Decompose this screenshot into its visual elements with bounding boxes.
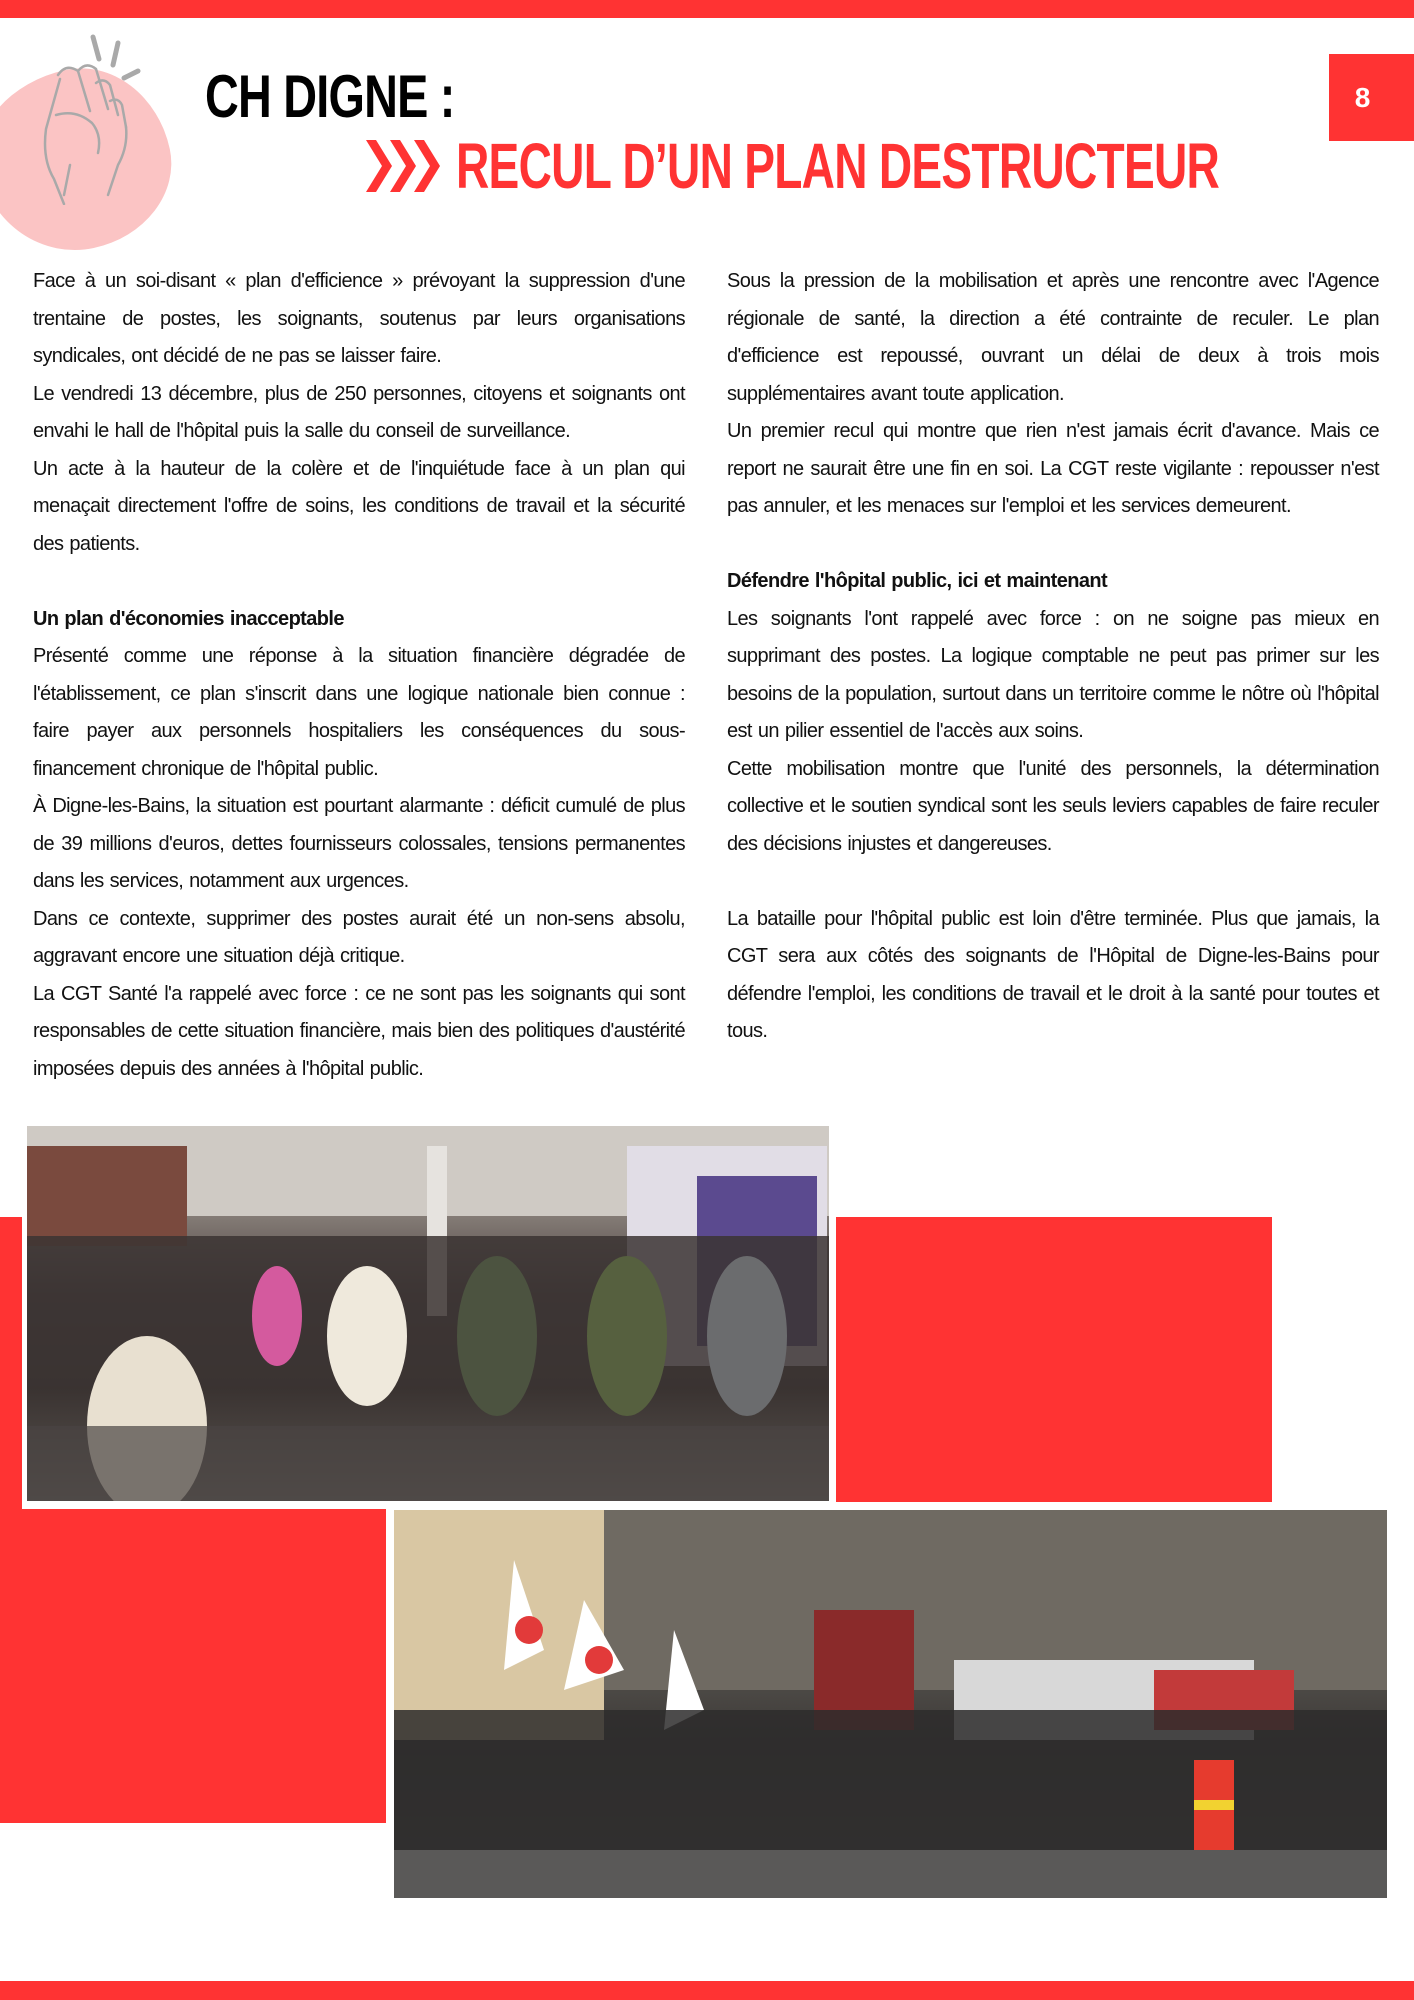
paragraph: Un premier recul qui montre que rien n'est jamais écrit d'avance. Mais ce report ne saurait être une fin en soi. La CGT reste vigilante : repousser n'est pas annuler, et les menaces sur l'emploi et les services demeurent. <box>727 420 1379 517</box>
spacer <box>727 863 1379 901</box>
page-number-badge: 8 <box>1329 54 1414 141</box>
page-title: CH DIGNE : <box>205 63 455 130</box>
paragraph: Sous la pression de la mobilisation et après une rencontre avec l'Agence régionale de santé, la direction a été contrainte de reculer. Le plan d'efficience est repoussé, ouvrant un délai de deux à trois mois supplémentaires avant toute application. <box>727 270 1379 405</box>
paragraph: Dans ce contexte, supprimer des postes aurait été un non-sens absolu, aggravant encore une situation déjà critique. <box>33 907 685 967</box>
hospital-hall-crowd-photo <box>27 1126 829 1501</box>
right-text-column <box>727 263 1379 1051</box>
paragraph: Les soignants l'ont rappelé avec force : on ne soigne pas mieux en supprimant des postes. La logique comptable ne peut pas primer sur les besoins de la population, surtout dans un territoire comme le nôtre où l'hôpital est un pilier essentiel de l'accès aux soins. <box>727 607 1379 742</box>
spacer <box>727 526 1379 564</box>
bottom-accent-bar <box>0 1981 1414 2000</box>
top-accent-bar <box>0 0 1414 18</box>
page-subtitle: RECUL D’UN PLAN DESTRUCTEUR <box>456 130 1220 202</box>
paragraph: Un acte à la hauteur de la colère et de l'inquiétude face à un plan qui menaçait directement l'offre de soins, les conditions de travail et la sécurité des patients. <box>33 457 685 555</box>
paragraph: Face à un soi-disant « plan d'efficience » prévoyant la suppression d'une trentaine de postes, les soignants, soutenus par leurs organisations syndicales, ont décidé de ne pas se laisser faire. <box>33 270 685 367</box>
section-heading: Un plan d'économies inacceptable <box>33 607 344 630</box>
paragraph: Cette mobilisation montre que l'unité des personnels, la détermination collective et le soutien syndical sont les seuls leviers capables de faire reculer des décisions injustes et dangereuses. <box>727 757 1379 855</box>
left-text-column <box>33 263 685 1088</box>
closing-paragraph: La bataille pour l'hôpital public est loin d'être terminée. Plus que jamais, la CGT sera aux côtés des soignants de l'Hôpital de Digne-les-Bains pour défendre l'emploi, les conditions de travail et le droit à la santé pour toutes et tous. <box>727 907 1379 1042</box>
decorative-red-block <box>0 1509 386 1823</box>
chevron-right-icon <box>366 140 438 192</box>
raised-fist-icon <box>20 15 170 205</box>
outdoor-rally-photo <box>394 1510 1387 1898</box>
paragraph: La CGT Santé l'a rappelé avec force : ce ne sont pas les soignants qui sont responsables de cette situation financière, mais bien des politiques d'austérité imposées depuis des années à l'hôpital public. <box>33 982 685 1080</box>
paragraph: Présenté comme une réponse à la situation financière dégradée de l'établissement, ce plan s'inscrit dans une logique nationale bien connue : faire payer aux personnels hospitaliers les conséquences du sous-financement chronique de l'hôpital public. <box>33 645 685 780</box>
paragraph: Le vendredi 13 décembre, plus de 250 personnes, citoyens et soignants ont envahi le hall de l'hôpital puis la salle du conseil de surveillance. <box>33 382 685 442</box>
spacer <box>33 563 685 601</box>
paragraph: À Digne-les-Bains, la situation est pourtant alarmante : déficit cumulé de plus de 39 millions d'euros, dettes fournisseurs colossales, tensions permanentes dans les services, notamment aux urgences. <box>33 795 685 892</box>
section-heading: Défendre l'hôpital public, ici et maintenant <box>727 570 1108 592</box>
subtitle-row <box>366 130 1414 202</box>
decorative-red-block <box>836 1217 1272 1502</box>
